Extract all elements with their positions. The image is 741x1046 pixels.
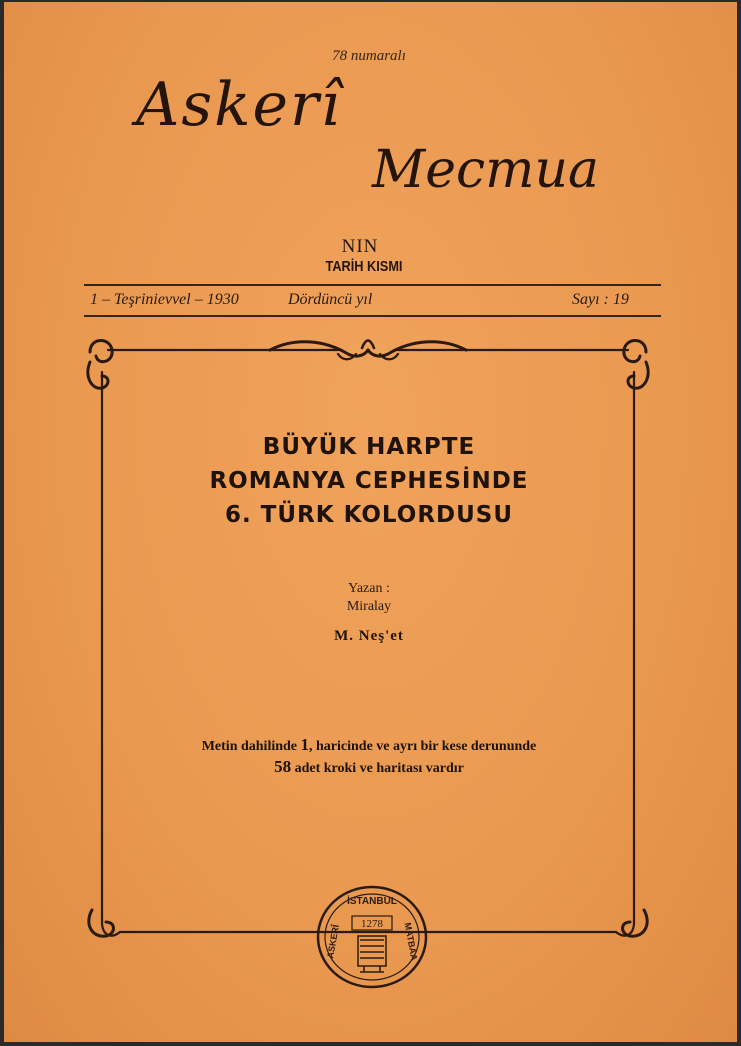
note-count-2: 58: [274, 757, 292, 776]
maps-note: [144, 735, 594, 779]
note-text-1: Metin dahilinde: [201, 739, 298, 754]
issue-number: Sayı : 19: [572, 291, 629, 308]
article-title: [104, 430, 634, 532]
seal-top-text: İSTANBUL: [347, 896, 397, 907]
seal-left-text: ASKERÎ: [325, 923, 341, 960]
journal-title-line2: Mecmua: [372, 140, 599, 200]
note-count-1: 1: [300, 735, 310, 754]
printing-house-seal: [312, 882, 432, 992]
journal-cover: [4, 2, 737, 1042]
seal-right-text: MATBAA: [402, 921, 420, 962]
journal-title-line1: Askerî: [136, 70, 342, 140]
article-title-line-3: 6. TÜRK KOLORDUSU: [224, 502, 514, 528]
note-text-2: , haricinde ve ayrı bir kese derununde: [309, 739, 537, 754]
title-suffix: NIN: [341, 236, 379, 257]
issue-date: 1 – Teşrinievvel – 1930: [90, 291, 239, 308]
article-title-line-2: ROMANYA CEPHESİNDE: [209, 468, 529, 494]
author-block: [304, 580, 434, 616]
author-rank: Miralay: [346, 599, 392, 614]
section-name: TARİH KISMI: [325, 258, 403, 275]
article-title-line-1: BÜYÜK HARPTE: [262, 434, 476, 460]
issue-bar-bottom-rule: [84, 315, 661, 317]
issue-year: Dördüncü yıl: [288, 291, 373, 308]
seal-year: 1278: [361, 918, 383, 930]
issue-bar-top-rule: [84, 284, 661, 286]
issue-label: 78 numaralı: [332, 48, 406, 64]
note-text-3: adet kroki ve haritası vardır: [294, 761, 464, 776]
author-label: Yazan :: [348, 581, 390, 596]
seal-emblem: [358, 936, 386, 972]
author-name: M. Neş'et: [334, 628, 404, 644]
